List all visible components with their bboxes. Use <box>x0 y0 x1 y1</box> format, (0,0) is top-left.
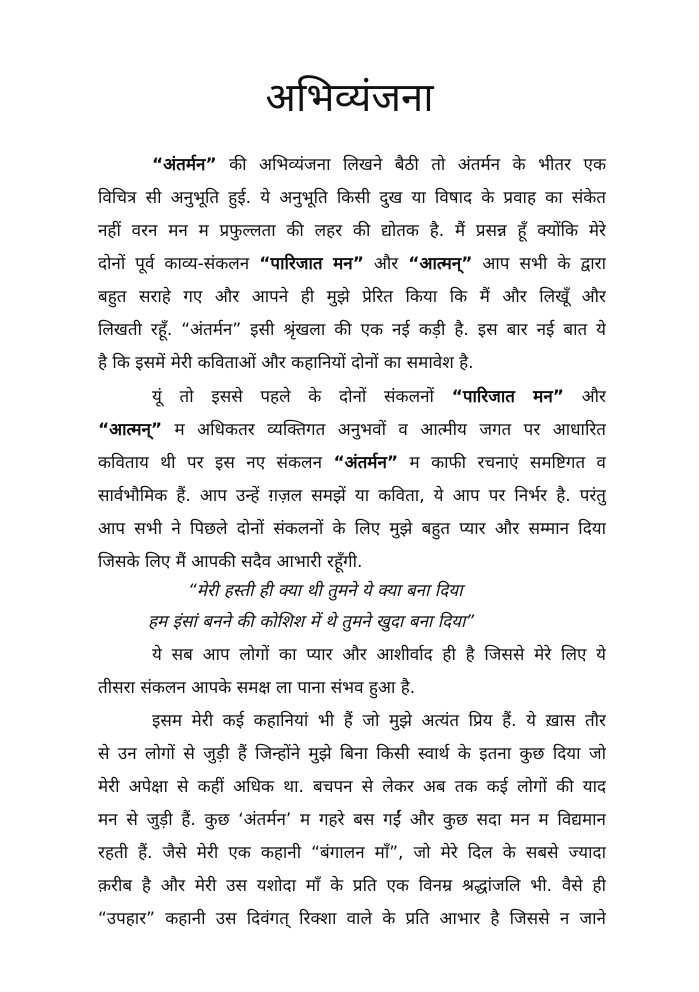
text-run: और <box>363 254 409 274</box>
text-run: इसम मेरी कई कहानियां भी हैं जो मुझे अत्यंत प्रिय हैं. ये ख़ास तौर <box>152 711 606 731</box>
text-line <box>98 347 606 380</box>
text-line <box>98 771 606 804</box>
text-line <box>152 381 606 414</box>
text-run: और <box>563 387 606 407</box>
text-run: क़रीब है और मेरी उस यशोदा माँ के प्रति एक विनम्र श्रद्धांजलि भी. वैसे ही <box>98 876 606 896</box>
text-run: सार्वभौमिक हैं. आप उन्हें ग़ज़ल समझें या कविता, ये आप पर निर्भर है. परंतु <box>98 486 606 506</box>
text-run: नहीं वरन मन म प्रफुल्लता की लहर की द्योतक है. मैं प्रसन्न हूँ क्योंकि मेरे <box>98 221 606 241</box>
text-line <box>98 248 606 281</box>
text-run: मन से जुड़ी हैं. कुछ ‘अंतर्मन’ म गहरे बस गईं और कुछ सदा मन म विद्यमान <box>98 810 606 830</box>
text-run: विचित्र सी अनुभूति हुई. ये अनुभूति किसी दुख या विषाद के प्रवाह का संकेत <box>98 188 606 208</box>
bold-text: “अंतर्मन” <box>152 155 217 175</box>
bold-text: “पारिजात मन” <box>451 387 564 407</box>
text-line <box>98 870 606 903</box>
text-run: आप सभी के द्वारा <box>472 254 606 274</box>
text-run: आप सभी ने पिछले दोनों संकलनों के लिए मुझे बहुत प्यार और सम्मान दिया <box>98 519 606 539</box>
text-line <box>152 705 606 738</box>
text-run: म काफी रचनाएं समष्टिगत व <box>398 453 606 473</box>
text-run: रहती हैं. जैसे मेरी एक कहानी “बंगालन माँ”, जो मेरे दिल के सबसे ज्यादा <box>98 843 606 863</box>
text-line <box>98 738 606 771</box>
text-run: से उन लोगों से जुड़ी हैं जिन्होंने मुझे बिना किसी स्वार्थ के इतना कुछ दिया जो <box>98 744 606 764</box>
text-line <box>152 149 606 182</box>
text-line <box>98 182 606 215</box>
text-run: म अधिकतर व्यक्तिगत अनुभवों व आत्मीय जगत पर आधारित <box>162 420 606 440</box>
text-line <box>98 314 606 347</box>
text-line <box>98 672 606 705</box>
text-run: “उपहार” कहानी उस दिवंगत् रिक्शा वाले के प्रति आभार है जिससे न जाने <box>98 909 606 929</box>
bold-text: “आत्मन्” <box>408 254 473 274</box>
text-line <box>98 903 606 936</box>
text-run: लिखती रहूँ. “अंतर्मन” इसी श्रृंखला की एक नई कड़ी है. इस बार नई बात ये <box>98 320 606 340</box>
text-run: तीसरा संकलन आपके समक्ष ला पाना संभव हुआ है. <box>98 678 416 698</box>
text-line <box>98 480 606 513</box>
text-line <box>98 804 606 837</box>
bold-text: “अंतर्मन” <box>333 453 399 473</box>
text-line <box>152 639 606 672</box>
text-run: कविताय थी पर इस नए संकलन <box>98 453 334 473</box>
text-run: ये सब आप लोगों का प्यार और आशीर्वाद ही है जिससे मेरे लिए ये <box>152 645 606 665</box>
text-line <box>98 215 606 248</box>
text-run: “मेरी हस्ती ही क्या थी तुमने ये क्या बना दिया <box>188 581 463 601</box>
text-run: मेरी अपेक्षा से कहीं अधिक था. बचपन से लेकर अब तक कई लोगों की याद <box>98 777 606 797</box>
text-line <box>98 837 606 870</box>
text-line <box>98 414 606 447</box>
bold-text: “पारिजात मन” <box>259 254 364 274</box>
text-run: बहुत सराहे गए और आपने ही मुझे प्रेरित किया कि मैं और लिखूँ और <box>98 287 606 307</box>
text-line <box>98 447 606 480</box>
text-run: हम इंसां बनने की कोशिश में थे तुमने खुदा बना दिया” <box>148 612 475 632</box>
text-run: की अभिव्यंजना लिखने बैठी तो अंतर्मन के भीतर एक <box>216 155 606 175</box>
page-title: अभिव्यंजना <box>265 75 434 121</box>
text-line <box>98 281 606 314</box>
couplet-line <box>188 575 608 608</box>
text-run: है कि इसमें मेरी कविताओं और कहानियों दोनों का समावेश है. <box>98 353 474 373</box>
text-run: यूं तो इससे पहले के दोनों संकलनों <box>152 387 452 407</box>
text-run: दोनों पूर्व काव्य-संकलन <box>98 254 260 274</box>
text-line <box>98 513 606 546</box>
bold-text: “आत्मन्” <box>98 420 163 440</box>
text-run: जिसके लिए मैं आपकी सदैव आभारी रहूँगी. <box>98 552 363 572</box>
couplet-line <box>148 606 608 639</box>
